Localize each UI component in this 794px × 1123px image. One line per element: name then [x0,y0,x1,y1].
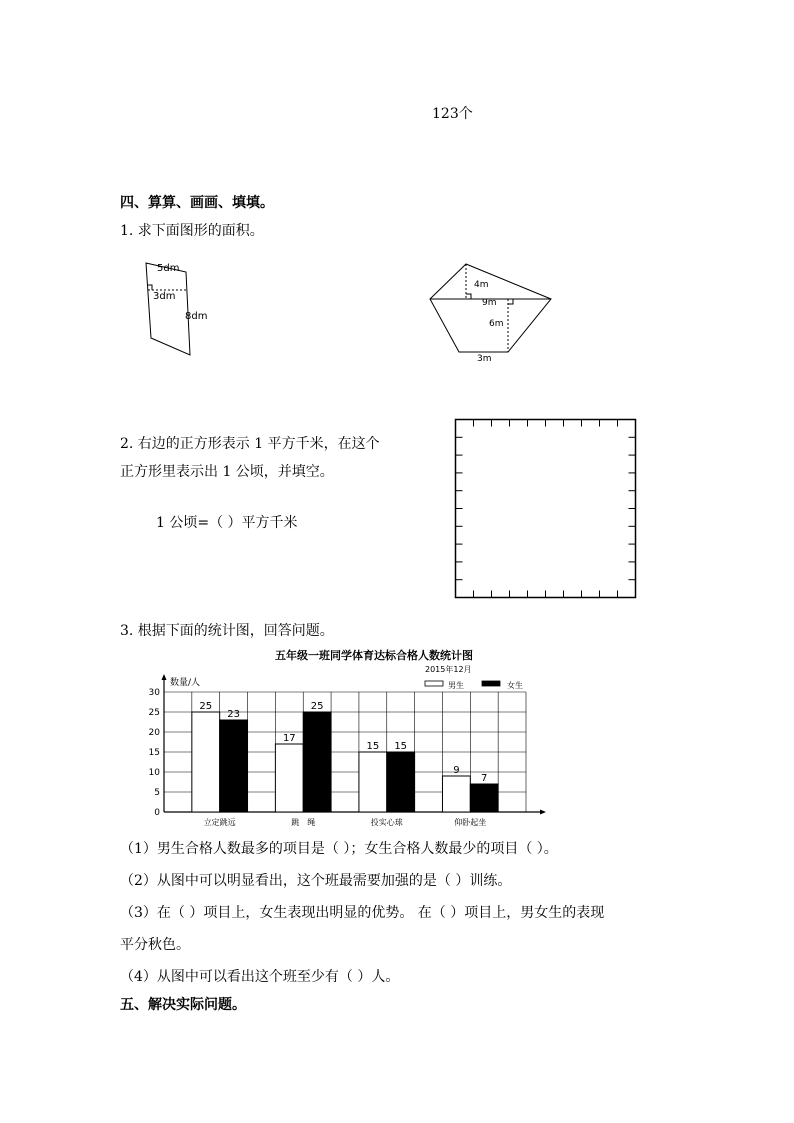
legend-boys-swatch [425,681,443,686]
bar-value-label: 7 [481,773,488,784]
category-label: 立定跳远 [203,818,236,827]
category-label: 跳 绳 [291,818,316,827]
legend-girls-label: 女生 [507,681,523,690]
pentagon-width-label: 9m [482,298,497,308]
pentagon-trap-height-label: 6m [489,319,504,329]
y-tick-label: 10 [148,768,160,778]
square-grid-figure [454,418,638,600]
q2-fill: 1 公顷=（ ）平方千米 [156,515,298,531]
chart-ylabel: 数量/人 [170,678,201,688]
bar-girls [470,784,498,812]
bar-girls [220,720,248,812]
bar-boys [359,752,387,812]
chart-date: 2015年12月 [425,665,472,674]
q2-line1: 2. 右边的正方形表示 1 平方千米，在这个 [120,436,380,452]
q3-text: 3. 根据下面的统计图，回答问题。 [120,623,334,639]
q3-sub3a: （3）在（ ）项目上，女生表现出明显的优势。 在（ ）项目上，男女生的表现 [120,905,605,921]
bar-value-label: 15 [366,741,380,752]
q3-sub3b: 平分秋色。 [120,937,190,953]
q3-sub4: （4）从图中可以看出这个班至少有（ ）人。 [120,969,400,985]
y-tick-label: 15 [148,748,160,758]
q1-text: 1. 求下面图形的面积。 [120,223,264,239]
bar-value-label: 23 [227,709,240,720]
parallelogram-top-label: 5dm [157,263,180,274]
category-label: 投实心球 [370,818,403,827]
parallelogram-figure [140,255,220,365]
legend-girls-swatch [482,681,500,686]
y-axis-arrow [162,674,167,680]
chart-title: 五年级一班同学体育达标合格人数统计图 [275,649,473,662]
bar-boys [275,744,303,812]
legend-boys-label: 男生 [448,681,464,690]
parallelogram-side-label: 8dm [185,311,208,322]
y-tick-label: 20 [148,728,160,738]
q3-sub1: （1）男生合格人数最多的项目是（ ）；女生合格人数最少的项目（ ）。 [120,841,558,857]
q3-sub2: （2）从图中可以明显看出，这个班最需要加强的是（ ）训练。 [120,873,512,889]
y-tick-label: 0 [154,808,160,818]
y-tick-label: 25 [148,708,160,718]
bar-value-label: 25 [199,701,213,712]
bar-value-label: 9 [453,765,460,776]
bar-value-label: 15 [394,741,408,752]
top-answer: 123个 [432,106,473,122]
q2-line2: 正方形里表示出 1 公顷，并填空。 [120,464,334,480]
y-tick-label: 5 [154,788,160,798]
bar-chart [140,645,560,835]
pentagon-tri-height-label: 4m [474,280,489,290]
x-axis-arrow [540,810,546,815]
bar-boys [192,712,220,812]
bar-girls [387,752,415,812]
pentagon-bottom-label: 3m [477,354,492,364]
bar-value-label: 17 [282,733,296,744]
category-label: 仰卧起坐 [454,818,487,827]
bar-value-label: 25 [310,701,324,712]
pentagon-figure [425,258,560,368]
section5-heading: 五、解决实际问题。 [120,997,246,1013]
y-tick-label: 30 [148,688,160,698]
bar-girls [303,712,331,812]
section4-heading: 四、算算、画画、填填。 [120,195,274,211]
bar-boys [442,776,470,812]
parallelogram-height-label: 3dm [153,291,176,302]
